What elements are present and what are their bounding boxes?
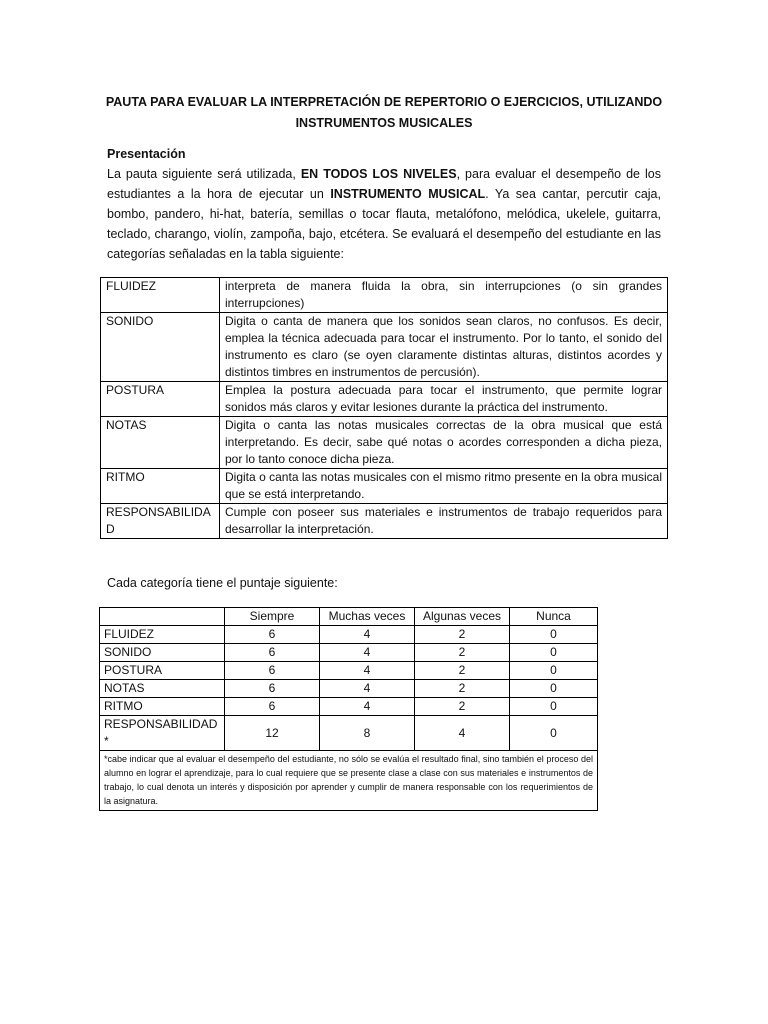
title-line-2: INSTRUMENTOS MUSICALES <box>295 116 473 130</box>
column-header: Algunas veces <box>415 608 510 626</box>
score-category: RESPONSABILIDAD * <box>100 716 225 751</box>
criteria-description: Emplea la postura adecuada para tocar el instrumento, que permite lograr sonidos más claros y evitar lesiones durante la práctica del instrumento. <box>220 382 668 417</box>
score-cell: 4 <box>320 662 415 680</box>
table-row <box>100 698 598 716</box>
score-category: SONIDO <box>100 644 225 662</box>
intro-bold-1: EN TODOS LOS NIVELES <box>300 167 457 181</box>
intro-paragraph <box>107 164 661 264</box>
column-header <box>100 608 225 626</box>
intro-text-1: La pauta siguiente será utilizada, <box>107 167 301 181</box>
score-cell: 4 <box>320 698 415 716</box>
table-row <box>101 504 668 539</box>
score-cell: 0 <box>510 626 598 644</box>
score-cell: 6 <box>225 662 320 680</box>
scores-table <box>99 607 598 811</box>
table-row <box>100 716 598 751</box>
score-cell: 2 <box>415 626 510 644</box>
criteria-category: NOTAS <box>101 417 220 469</box>
table-row <box>101 278 668 313</box>
title-line-1: PAUTA PARA EVALUAR LA INTERPRETACIÓN DE REPERTORIO O EJERCICIOS, UTILIZANDO <box>105 95 663 109</box>
score-cell: 4 <box>320 644 415 662</box>
criteria-category: FLUIDEZ <box>101 278 220 313</box>
score-cell: 0 <box>510 698 598 716</box>
section-heading: Presentación <box>107 147 186 161</box>
score-cell: 0 <box>510 680 598 698</box>
criteria-table <box>100 277 668 539</box>
table-row <box>100 680 598 698</box>
score-cell: 0 <box>510 644 598 662</box>
score-cell: 6 <box>225 626 320 644</box>
score-category: FLUIDEZ <box>100 626 225 644</box>
intro-bold-2: INSTRUMENTO MUSICAL <box>330 187 486 201</box>
score-category: RITMO <box>100 698 225 716</box>
intro-text-2: , para evaluar el desempeño de los estudiantes a la hora de ejecutar un <box>107 167 661 201</box>
criteria-description: Digita o canta las notas musicales con el mismo ritmo presente en la obra musical que se está interpretando. <box>220 469 668 504</box>
score-intro: Cada categoría tiene el puntaje siguiente: <box>107 576 338 590</box>
criteria-description: Digita o canta de manera que los sonidos sean claros, no confusos. Es decir, emplea la técnica adecuada para tocar el instrumento. Por lo tanto, el sonido del instrumento es claro (se oyen claramente distintas alturas, distintos acordes y distintos timbres en instrumentos de percusión). <box>220 313 668 382</box>
criteria-description: interpreta de manera fluida la obra, sin interrupciones (o sin grandes interrupciones) <box>220 278 668 313</box>
criteria-description: Digita o canta las notas musicales correctas de la obra musical que está interpretando. Es decir, sabe qué notas o acordes corresponden a dicha pieza, por lo tanto conoce dicha pieza. <box>220 417 668 469</box>
score-cell: 2 <box>415 680 510 698</box>
score-cell: 6 <box>225 698 320 716</box>
intro-text-3: . Ya sea cantar, percutir caja, bombo, pandero, hi-hat, batería, semillas o tocar flauta, metalófono, melódica, ukelele, guitarra, teclado, charango, violín, zampoña, bajo, etcétera. Se evaluará el desempeño del estudiante en las categorías señaladas en la tabla siguiente: <box>107 187 661 261</box>
score-cell: 8 <box>320 716 415 751</box>
score-category: POSTURA <box>100 662 225 680</box>
criteria-category: SONIDO <box>101 313 220 382</box>
criteria-category: POSTURA <box>101 382 220 417</box>
footnote: *cabe indicar que al evaluar el desempeño del estudiante, no sólo se evalúa el resultado final, sino también el proceso del alumno en lograr el aprendizaje, para lo cual requiere que se presente clase a clase con sus materiales e instrumentos de trabajo, lo cual denota un interés y disposición por aprender y cumplir de manera responsable con los requerimientos de la asignatura. <box>100 751 598 811</box>
score-cell: 0 <box>510 716 598 751</box>
score-cell: 4 <box>320 626 415 644</box>
criteria-category: RITMO <box>101 469 220 504</box>
table-row <box>100 662 598 680</box>
criteria-category: RESPONSABILIDAD <box>101 504 220 539</box>
column-header: Siempre <box>225 608 320 626</box>
table-row <box>100 626 598 644</box>
table-row <box>100 644 598 662</box>
score-cell: 6 <box>225 644 320 662</box>
table-row <box>101 313 668 382</box>
score-cell: 4 <box>415 716 510 751</box>
score-cell: 6 <box>225 680 320 698</box>
score-cell: 4 <box>320 680 415 698</box>
score-cell: 0 <box>510 662 598 680</box>
score-cell: 2 <box>415 644 510 662</box>
table-row <box>101 382 668 417</box>
score-cell: 2 <box>415 662 510 680</box>
score-cell: 12 <box>225 716 320 751</box>
column-header: Muchas veces <box>320 608 415 626</box>
table-row <box>101 469 668 504</box>
table-row <box>101 417 668 469</box>
criteria-description: Cumple con poseer sus materiales e instrumentos de trabajo requeridos para desarrollar la interpretación. <box>220 504 668 539</box>
column-header: Nunca <box>510 608 598 626</box>
score-cell: 2 <box>415 698 510 716</box>
score-category: NOTAS <box>100 680 225 698</box>
table-header-row <box>100 608 598 626</box>
document-title <box>100 92 668 134</box>
footnote-row <box>100 751 598 811</box>
